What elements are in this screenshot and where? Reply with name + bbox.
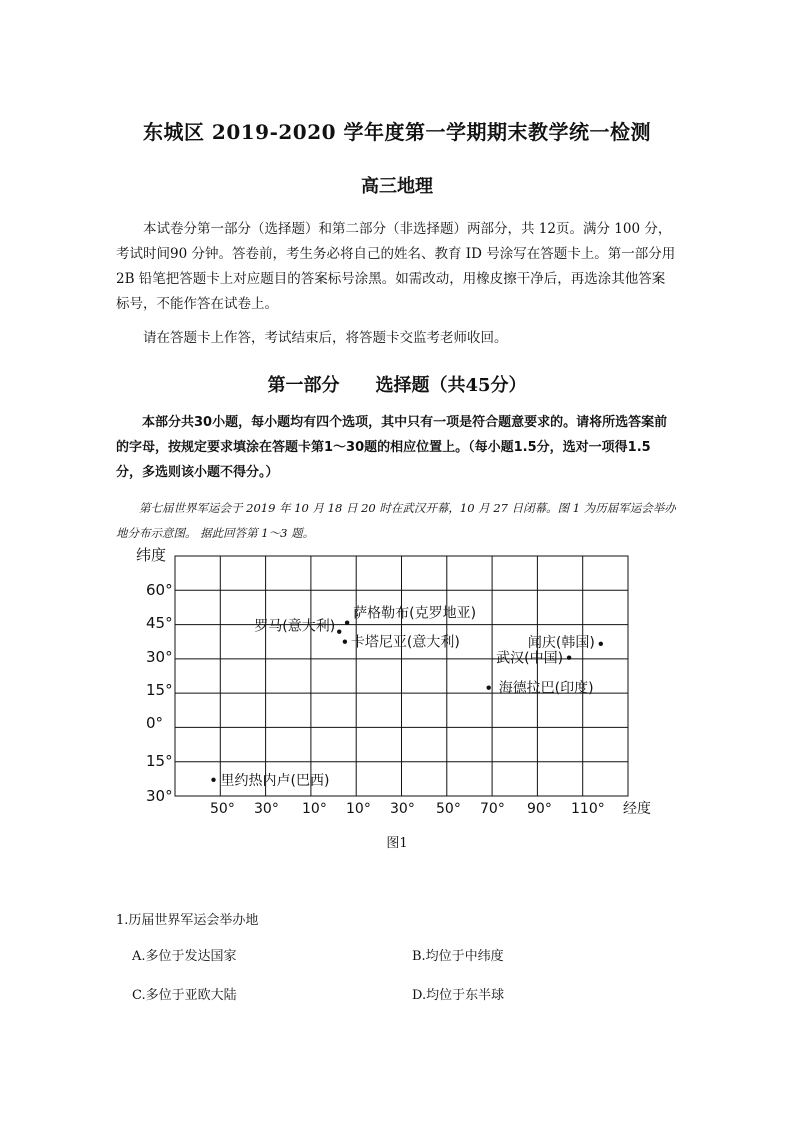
option-a[interactable]: A.多位于发达国家 (132, 949, 237, 964)
city-label: 武汉(中国) (496, 650, 564, 667)
x-tick-label: 30° (254, 801, 279, 817)
city-point (567, 656, 571, 660)
option-c[interactable]: C.多位于亚欧大陆 (132, 988, 237, 1003)
x-tick-label: 50° (436, 801, 461, 817)
x-axis-label: 经度 (623, 801, 651, 817)
y-axis-label: 纬度 (136, 546, 167, 564)
city-point (345, 621, 349, 625)
y-tick-label: 30° (146, 787, 173, 805)
city-point (599, 642, 603, 646)
y-tick-label: 15° (146, 752, 173, 770)
x-tick-label: 70° (480, 801, 505, 817)
city-label: 萨格勒布(克罗地亚) (353, 605, 477, 622)
x-tick-label: 90° (527, 801, 552, 817)
city-point (211, 778, 215, 782)
y-tick-label: 30° (146, 648, 173, 666)
y-tick-label: 0° (146, 714, 164, 732)
city-label: 闻庆(韩国) (527, 634, 595, 651)
city-point (487, 685, 491, 689)
city-label: 海德拉巴(印度) (498, 680, 594, 697)
question-1-stem: 1.历届世界军运会举办地 (116, 913, 259, 928)
option-d[interactable]: D.均位于东半球 (412, 988, 505, 1003)
figure-caption: 图1 (386, 836, 408, 851)
x-tick-label: 10° (346, 801, 371, 817)
exam-title: 东城区 2019-2020 学年度第一学期期末教学统一检测 (142, 120, 652, 144)
exam-subtitle: 高三地理 (361, 176, 433, 197)
section-title: 第一部分 选择题（共45分） (267, 375, 527, 396)
x-tick-label: 50° (210, 801, 235, 817)
y-tick-label: 15° (146, 681, 173, 699)
city-point (343, 640, 347, 644)
y-tick-label: 60° (146, 581, 173, 599)
question-intro: 第七届世界军运会于 2019 年 10 月 18 日 20 时在武汉开幕，10 月 27 日闭幕。图 1 为历届军运会举办地分布示意图。 据此回答第 1～3 题。 (116, 501, 676, 540)
x-tick-label: 110° (571, 801, 605, 817)
city-label: 罗马(意大利) (254, 618, 336, 635)
instruction-paragraph-2: 请在答题卡上作答，考试结束后，将答题卡交监考老师收回。 (143, 330, 508, 346)
city-point (337, 629, 341, 633)
section-instruction: 本部分共30小题，每小题均有四个选项，其中只有一项是符合题意要求的。请将所选答案前的字母，按规定要求填涂在答题卡第1～30题的相应位置上。（每小题1.5分，选对一项得1.5分，多选则该小题不得分。） (116, 415, 668, 480)
city-label: 里约热内卢(巴西) (220, 772, 330, 789)
instruction-paragraph-1: 本试卷分第一部分（选择题）和第二部分（非选择题）两部分，共 12页。满分 100 分，考试时间90 分钟。答卷前，考生务必将自己的姓名、教育 ID 号涂写在答题卡上。第一部分用 2B 铅笔把答题卡上对应题目的答案标号涂黑。如需改动，用橡皮擦干净后，再选涂其他答案标号，不能作答在试卷上。 (116, 221, 676, 312)
x-tick-label: 10° (302, 801, 327, 817)
y-tick-label: 45° (146, 614, 173, 632)
city-label: 卡塔尼亚(意大利) (350, 634, 460, 651)
option-b[interactable]: B.均位于中纬度 (412, 949, 504, 964)
x-tick-label: 30° (390, 801, 415, 817)
